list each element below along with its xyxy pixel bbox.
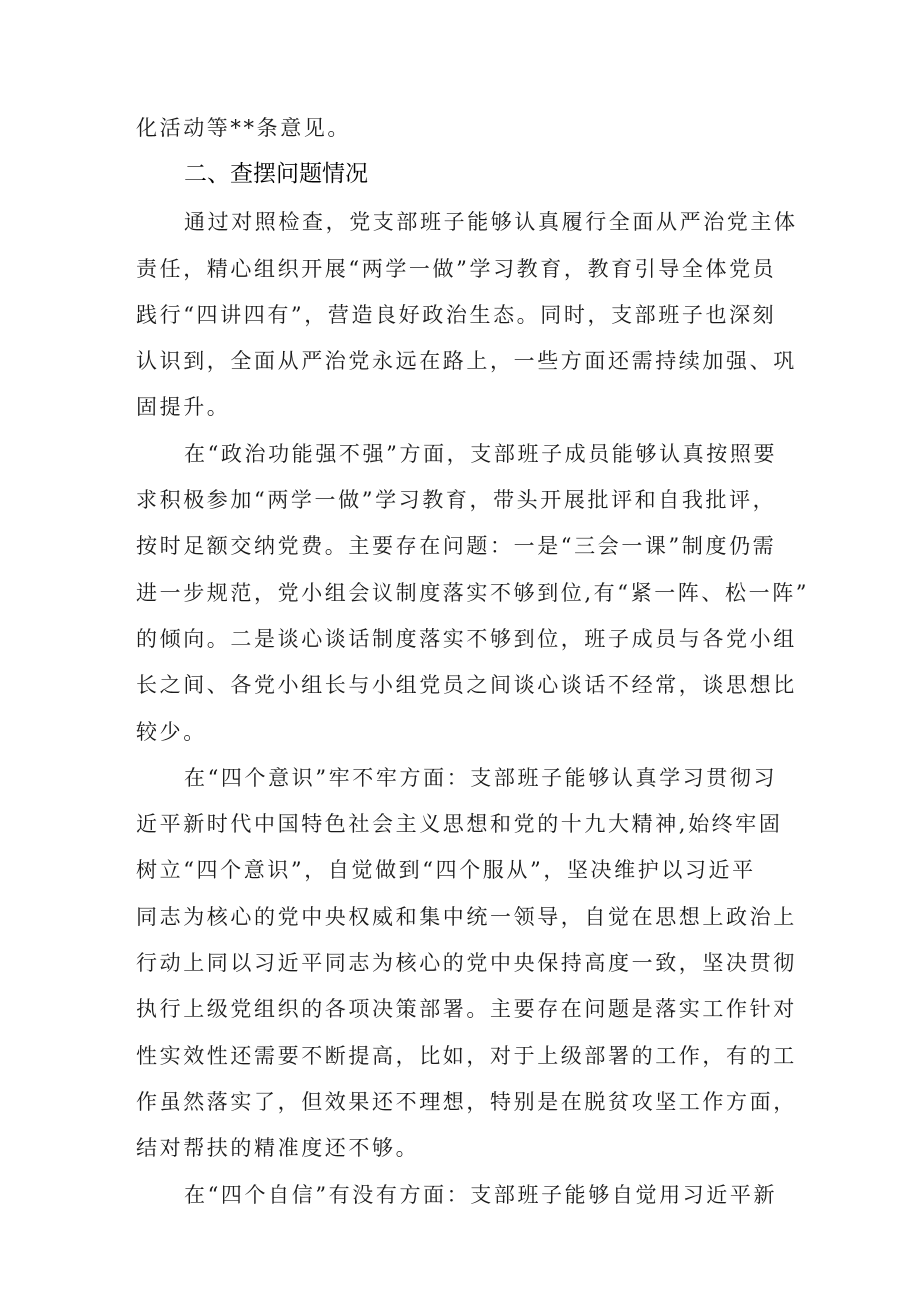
paragraph-line: 在“政治功能强不强”方面，支部班子成员能够认真按照要 (184, 441, 778, 466)
paragraph-line: 认识到，全面从严治党永远在路上，一些方面还需持续加强、巩 (136, 349, 797, 374)
paragraph-line: 长之间、各党小组长与小组党员之间谈心谈话不经常，谈思想比 (136, 673, 797, 698)
paragraph-line: 固提升。 (136, 395, 231, 420)
paragraph-line: 作虽然落实了，但效果还不理想，特别是在脱贫攻坚工作方面， (136, 1089, 797, 1114)
paragraph-line: 树立“四个意识”，自觉做到“四个服从”，坚决维护以习近平 (136, 858, 756, 883)
paragraph-line: 践行“四讲四有”，营造良好政治生态。同时，支部班子也深刻 (136, 302, 777, 327)
paragraph-four-consciousness (136, 762, 796, 1179)
paragraph-line: 求积极参加“两学一做”学习教育，带头开展批评和自我批评， (136, 488, 777, 513)
paragraph-line: 执行上级党组织的各项决策部署。主要存在问题是落实工作针对 (136, 997, 797, 1022)
paragraph-line: 进一步规范，党小组会议制度落实不够到位,有“紧一阵、松一阵” (136, 580, 810, 605)
paragraph-line: 在“四个意识”牢不牢方面：支部班子能够认真学习贯彻习 (184, 765, 778, 790)
paragraph-responsibility (136, 206, 796, 437)
paragraph-four-confidences (136, 1179, 796, 1225)
paragraph-line: 行动上同以习近平同志为核心的党中央保持高度一致，坚决贯彻 (136, 951, 797, 976)
paragraph-line: 在“四个自信”有没有方面：支部班子能够自觉用习近平新 (184, 1182, 778, 1207)
intro-tail-line: 化活动等**条意见。 (136, 116, 351, 140)
paragraph-line: 近平新时代中国特色社会主义思想和党的十九大精神,始终牢固 (136, 812, 783, 837)
paragraph-line: 较少。 (136, 719, 207, 744)
paragraph-line: 责任，精心组织开展“两学一做”学习教育，教育引导全体党员 (136, 256, 777, 281)
paragraph-political-function (136, 438, 810, 762)
section-heading: 二、查摆问题情况 (184, 161, 368, 188)
paragraph-line: 通过对照检查，党支部班子能够认真履行全面从严治党主体 (184, 210, 798, 235)
paragraph-line: 同志为核心的党中央权威和集中统一领导，自觉在思想上政治上 (136, 904, 797, 929)
paragraph-line: 按时足额交纳党费。主要存在问题：一是“三会一课”制度仍需 (136, 534, 777, 559)
paragraph-line: 的倾向。二是谈心谈话制度落实不够到位，班子成员与各党小组 (136, 626, 797, 651)
document-page (136, 112, 810, 1225)
paragraph-line: 性实效性还需要不断提高，比如，对于上级部署的工作，有的工 (136, 1043, 797, 1068)
paragraph-line: 结对帮扶的精准度还不够。 (136, 1136, 420, 1161)
